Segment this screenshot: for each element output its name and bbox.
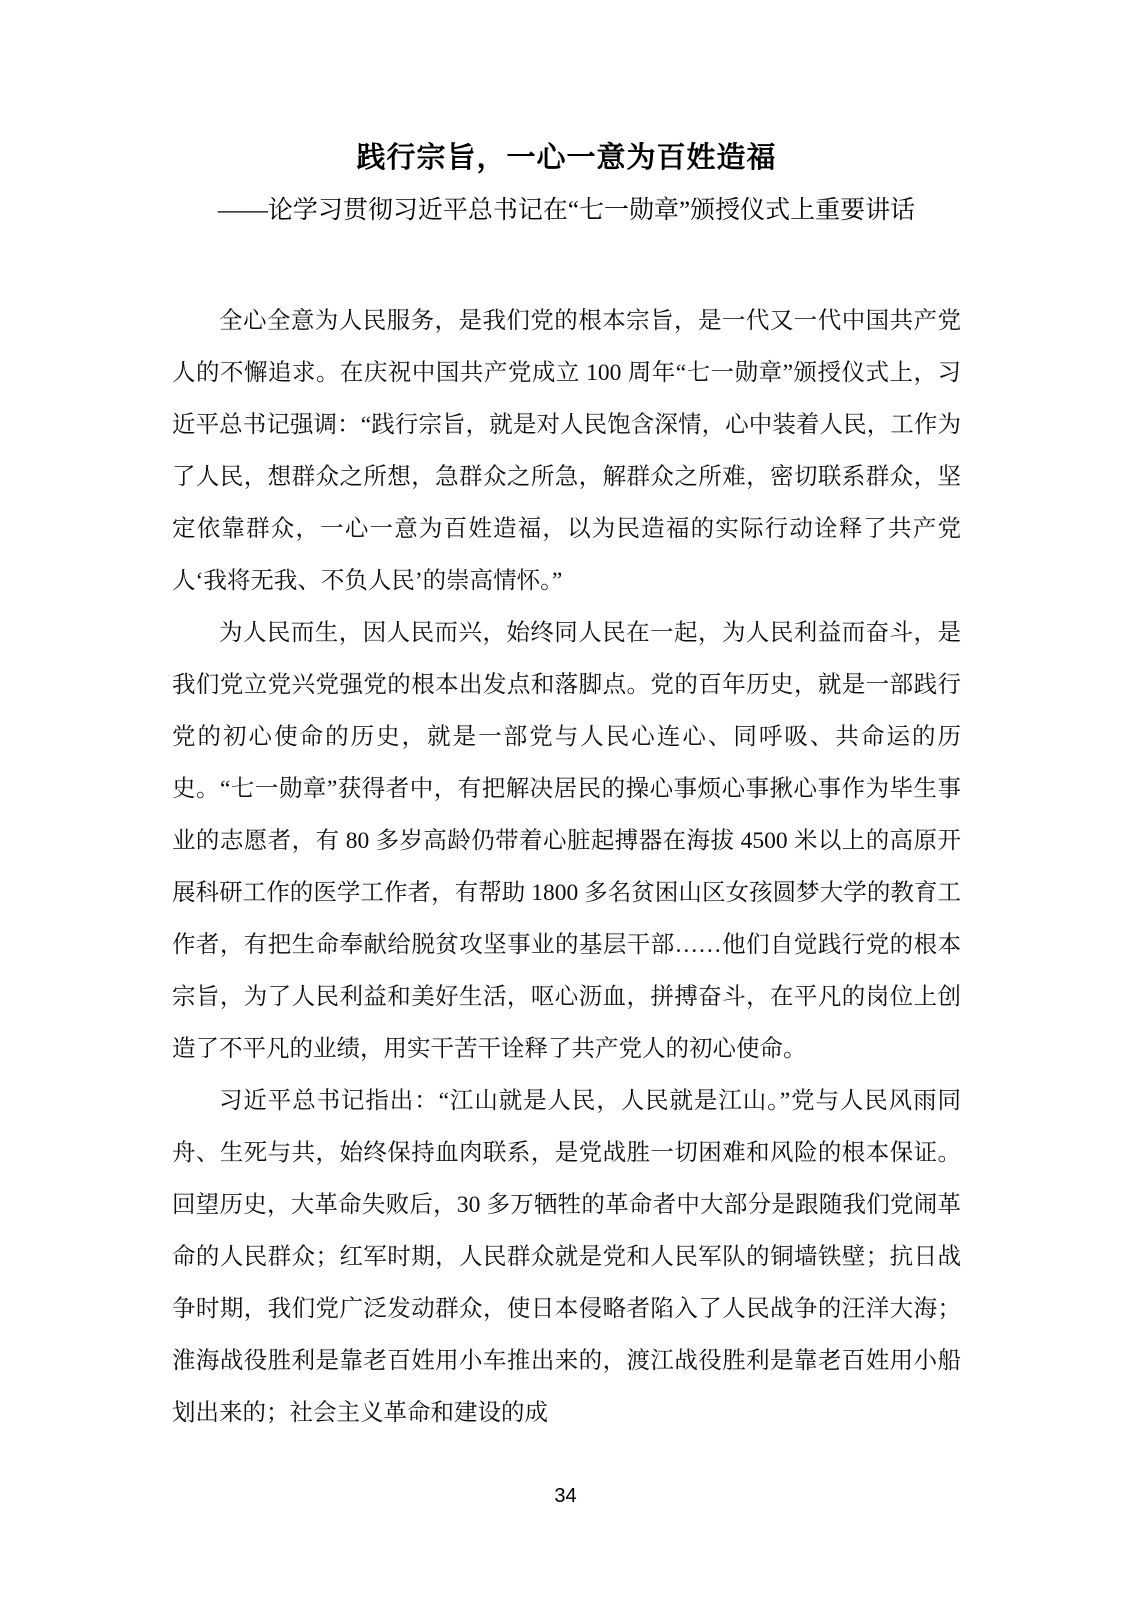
document-title: 践行宗旨，一心一意为百姓造福 xyxy=(356,142,777,174)
document-body xyxy=(172,295,961,1439)
document-subtitle: ——论学习贯彻习近平总书记在“七一勋章”颁授仪式上重要讲话 xyxy=(217,197,916,224)
page-number: 34 xyxy=(554,1485,577,1507)
paragraph-2: 为人民而生，因人民而兴，始终同人民在一起，为人民利益而奋斗，是我们党立党兴党强党的根本出发点和落脚点。党的百年历史，就是一部践行党的初心使命的历史，就是一部党与人民心连心、同呼吸、共命运的历史。“七一勋章”获得者中，有把解决居民的操心事烦心事揪心事作为毕生事业的志愿者，有 80 多岁高龄仍带着心脏起搏器在海拔 4500 米以上的高原开展科研工作的医学工作者，有帮助 1800 多名贫困山区女孩圆梦大学的教育工作者，有把生命奉献给脱贫攻坚事业的基层干部……他们自觉践行党的根本宗旨，为了人民利益和美好生活，呕心沥血，拼搏奋斗，在平凡的岗位上创造了不平凡的业绩，用实干苦干诠释了共产党人的初心使命。 xyxy=(172,620,961,1062)
paragraph-1: 全心全意为人民服务，是我们党的根本宗旨，是一代又一代中国共产党人的不懈追求。在庆祝中国共产党成立 100 周年“七一勋章”颁授仪式上，习近平总书记强调：“践行宗旨，就是对人民饱含深情，心中装着人民，工作为了人民，想群众之所想，急群众之所急，解群众之所难，密切联系群众，坚定依靠群众，一心一意为百姓造福，以为民造福的实际行动诠释了共产党人‘我将无我、不负人民’的崇高情怀。” xyxy=(172,308,961,594)
paragraph-3: 习近平总书记指出：“江山就是人民，人民就是江山。”党与人民风雨同舟、生死与共，始终保持血肉联系，是党战胜一切困难和风险的根本保证。回望历史，大革命失败后，30 多万牺牲的革命者中大部分是跟随我们党闹革命的人民群众；红军时期，人民群众就是党和人民军队的铜墙铁壁；抗日战争时期，我们党广泛发动群众，使日本侵略者陷入了人民战争的汪洋大海；淮海战役胜利是靠老百姓用小车推出来的，渡江战役胜利是靠老百姓用小船划出来的；社会主义革命和建设的成 xyxy=(172,1088,961,1426)
